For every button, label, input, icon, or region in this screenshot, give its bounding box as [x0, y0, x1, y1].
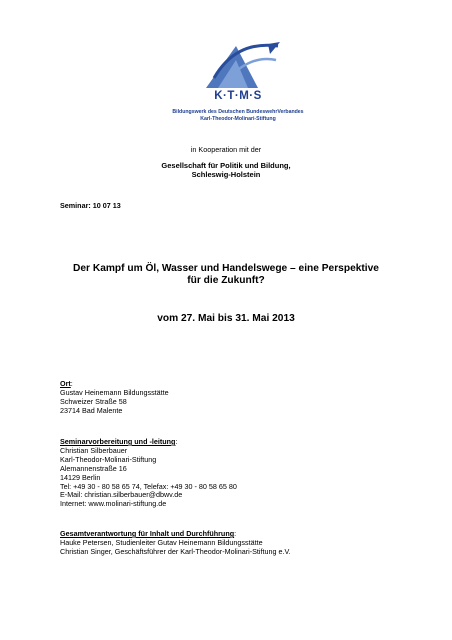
preparation-heading: Seminarvorbereitung und -leitung [60, 437, 176, 446]
email-line: E-Mail: christian.silberbauer@dbwv.de [60, 490, 183, 500]
responsibility-block: Gesamtverantwortung für Inhalt und Durchführung: Hauke Petersen, Studienleiter Gutav Heinemann Bildungsstätte Christian Singer, Geschäftsführer der Karl-Theodor-Molinari-Stiftung e.V. [60, 529, 291, 556]
responsibility-heading: Gesamtverantwortung für Inhalt und Durchführung [60, 529, 235, 538]
title-line1: Der Kampf um Öl, Wasser und Handelswege – eine Perspektive [73, 263, 379, 274]
logo-name: K·T·M·S [214, 90, 262, 102]
seminar-date: vom 27. Mai bis 31. Mai 2013 [157, 313, 295, 324]
website-line: Internet: www.molinari-stiftung.de [60, 499, 167, 509]
responsibility-line: Hauke Petersen, Studienleiter Gutav Heinemann Bildungsstätte [60, 537, 263, 547]
seminar-value: 10 07 13 [92, 201, 121, 210]
preparation-line: 14129 Berlin [60, 472, 101, 482]
phone-fax-line: Tel: +49 30 - 80 58 65 74, Telefax: +49 30 - 80 58 65 80 [60, 481, 237, 491]
location-line: Schweizer Straße 58 [60, 396, 127, 406]
logo-subtitle-2: Karl-Theodor-Molinari-Stiftung [200, 116, 276, 122]
location-line: Gustav Heinemann Bildungsstätte [60, 387, 169, 397]
preparation-block: Seminarvorbereitung und -leitung: Christian Silberbauer Karl-Theodor-Molinari-Stiftung Alemannenstraße 16 14129 Berlin Tel: +49 30 - 80 58 65 74, Telefax: +49 30 - 80 58 65 80 E-Mail: christian.silberbauer@dbwv.de Internet: www.molinari-stiftung.de [60, 437, 237, 509]
partner-name-line1: Gesellschaft für Politik und Bildung, [161, 161, 291, 170]
responsibility-line: Christian Singer, Geschäftsführer der Karl-Theodor-Molinari-Stiftung e.V. [60, 546, 291, 556]
title-line2: für die Zukunft? [187, 275, 265, 286]
preparation-line: Alemannenstraße 16 [60, 463, 127, 473]
location-heading: Ort [60, 379, 71, 388]
logo-subtitle-1: Bildungswerk des Deutschen BundeswehrVerbandes [172, 109, 304, 115]
seminar-label: Seminar: [60, 201, 91, 210]
location-line: 23714 Bad Malente [60, 405, 123, 415]
cooperation-text: in Kooperation mit der [190, 145, 262, 154]
seminar-number [60, 201, 121, 210]
logo-arrowhead-icon [268, 42, 280, 54]
location-block: Ort: Gustav Heinemann Bildungsstätte Schweizer Straße 58 23714 Bad Malente [60, 379, 169, 415]
partner-name-line2: Schleswig-Holstein [191, 170, 261, 179]
preparation-line: Karl-Theodor-Molinari-Stiftung [60, 454, 157, 464]
preparation-line: Christian Silberbauer [60, 445, 128, 455]
